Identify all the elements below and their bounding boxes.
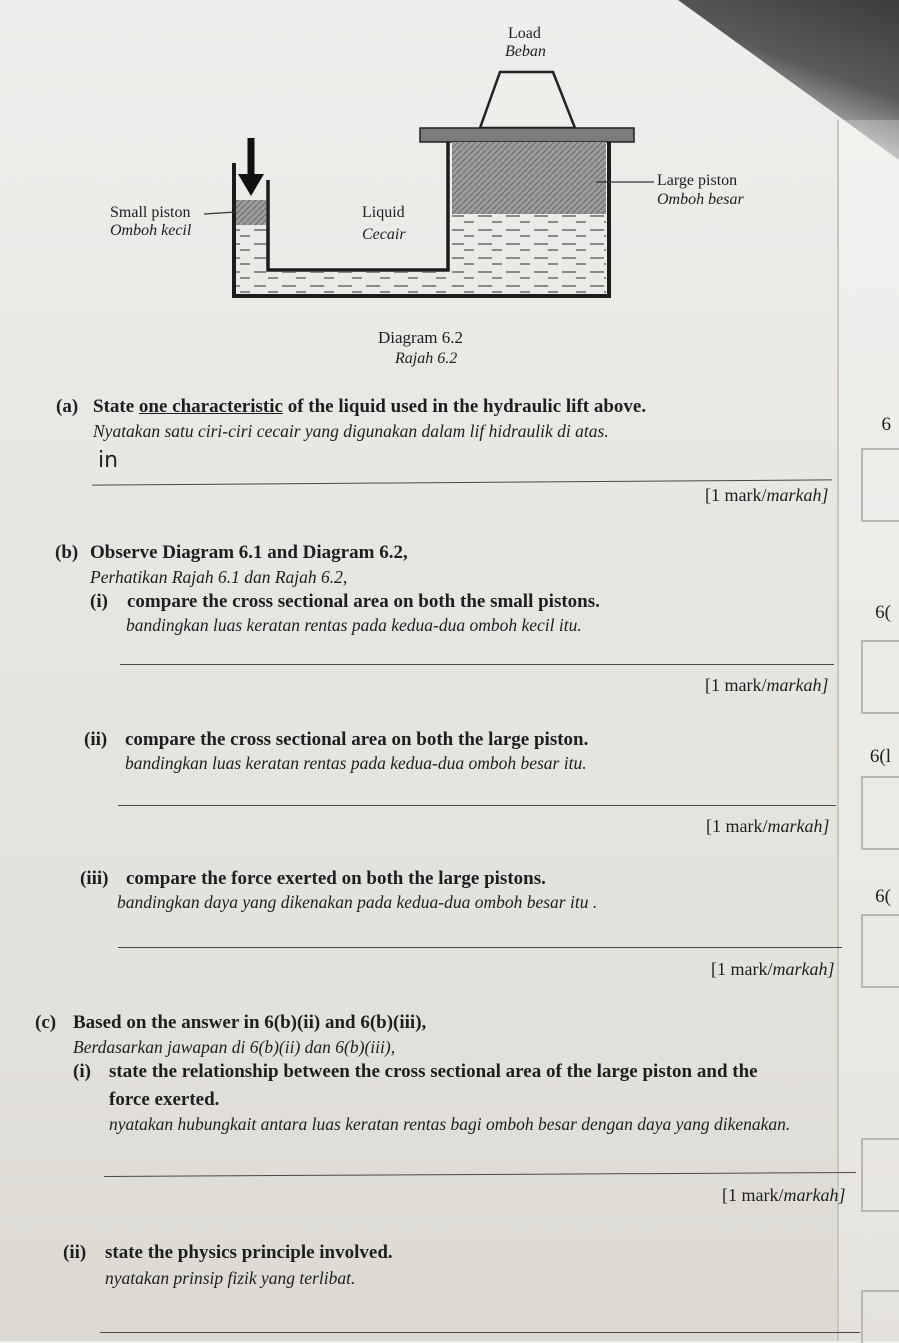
mark-c-i: [1 mark/markah]: [722, 1185, 846, 1205]
question-c-i-text-line2: force exerted.: [109, 1089, 220, 1110]
question-c-ii-text-ms: nyatakan prinsip fizik yang terlibat.: [105, 1268, 356, 1288]
question-b-label: (b): [55, 542, 79, 563]
liquid: [452, 214, 606, 294]
margin-question-number-b-ii: 6(l: [869, 746, 891, 767]
question-c-i-text-line1: state the relationship between the cross sectional area of the large piston and the: [109, 1061, 758, 1082]
answer-line-b-i[interactable]: [120, 664, 834, 665]
large-piston: [452, 142, 606, 214]
mark-b-iii: [1 mark/markah]: [711, 959, 835, 979]
question-c-i-label: (i): [73, 1061, 91, 1082]
margin-question-number-b-i: 6(: [875, 602, 891, 623]
diagram-caption-ms: Rajah 6.2: [395, 350, 458, 367]
hydraulic-lift-diagram: [0, 0, 899, 330]
question-c-text-ms: Berdasarkan jawapan di 6(b)(ii) dan 6(b)(iii),: [73, 1037, 396, 1057]
large-piston-label-ms: Omboh besar: [657, 191, 744, 208]
question-c-ii-label: (ii): [63, 1242, 87, 1263]
question-c-i-text-ms: nyatakan hubungkait antara luas keratan rentas bagi omboh besar dengan daya yang dikenakan.: [109, 1114, 791, 1134]
question-b-ii-label: (ii): [84, 729, 108, 750]
question-b-i-text-ms: bandingkan luas keratan rentas pada kedua-dua omboh kecil itu.: [126, 615, 582, 635]
question-b-i-label: (i): [90, 591, 108, 612]
answer-line-b-iii[interactable]: [118, 947, 842, 948]
question-b-ii-text: compare the cross sectional area on both the large piston.: [125, 729, 589, 750]
large-piston-plate: [420, 128, 634, 142]
load-label-ms: Beban: [505, 43, 546, 60]
mark-b-ii: [1 mark/markah]: [706, 816, 830, 836]
small-piston-label-ms: Omboh kecil: [110, 222, 192, 239]
marking-box-c-ii: [861, 1290, 899, 1343]
margin-question-number-a: 6: [881, 414, 891, 435]
question-c-ii-text: state the physics principle involved.: [105, 1242, 393, 1263]
margin-question-number-b-iii: 6(: [875, 886, 891, 907]
liquid-label-en: Liquid: [362, 204, 405, 221]
question-b-text-ms: Perhatikan Rajah 6.1 dan Rajah 6.2,: [90, 567, 348, 587]
load-label-en: Load: [508, 25, 541, 42]
answer-line-c-ii[interactable]: [100, 1332, 860, 1333]
diagram-caption-en: Diagram 6.2: [378, 328, 463, 347]
answer-line-c-i[interactable]: [104, 1172, 856, 1177]
marking-box-a: [861, 448, 899, 522]
question-b-iii-label: (iii): [80, 868, 109, 889]
question-c-label: (c): [35, 1012, 57, 1033]
marking-box-b-iii: [861, 914, 899, 988]
large-piston-label-en: Large piston: [657, 172, 738, 189]
marking-box-c-i: [861, 1138, 899, 1212]
question-c-text: Based on the answer in 6(b)(ii) and 6(b)(iii),: [73, 1012, 427, 1033]
question-b-i-text: compare the cross sectional area on both the small pistons.: [127, 591, 600, 612]
answer-a-handwriting: in: [98, 448, 119, 473]
answer-line-b-ii[interactable]: [118, 805, 836, 806]
marking-box-b-ii: [861, 776, 899, 850]
liquid-label-ms: Cecair: [362, 226, 406, 243]
question-a-text-ms: Nyatakan satu ciri-ciri cecair yang digunakan dalam lif hidraulik di atas.: [93, 421, 609, 441]
question-b-iii-text-ms: bandingkan daya yang dikenakan pada kedua-dua omboh besar itu .: [117, 892, 598, 912]
question-a-label: (a): [56, 396, 79, 417]
load-block: [480, 72, 575, 128]
small-piston: [236, 200, 266, 225]
question-b-ii-text-ms: bandingkan luas keratan rentas pada kedua-dua omboh besar itu.: [125, 753, 587, 773]
marking-box-b-i: [861, 640, 899, 714]
mark-a: [1 mark/markah]: [705, 485, 829, 505]
mark-b-i: [1 mark/markah]: [705, 675, 829, 695]
question-b-text: Observe Diagram 6.1 and Diagram 6.2,: [90, 542, 408, 563]
small-piston-label-en: Small piston: [110, 204, 191, 221]
question-a-text: State one characteristic of the liquid used in the hydraulic lift above.: [93, 396, 647, 417]
question-b-iii-text: compare the force exerted on both the large pistons.: [126, 868, 546, 889]
